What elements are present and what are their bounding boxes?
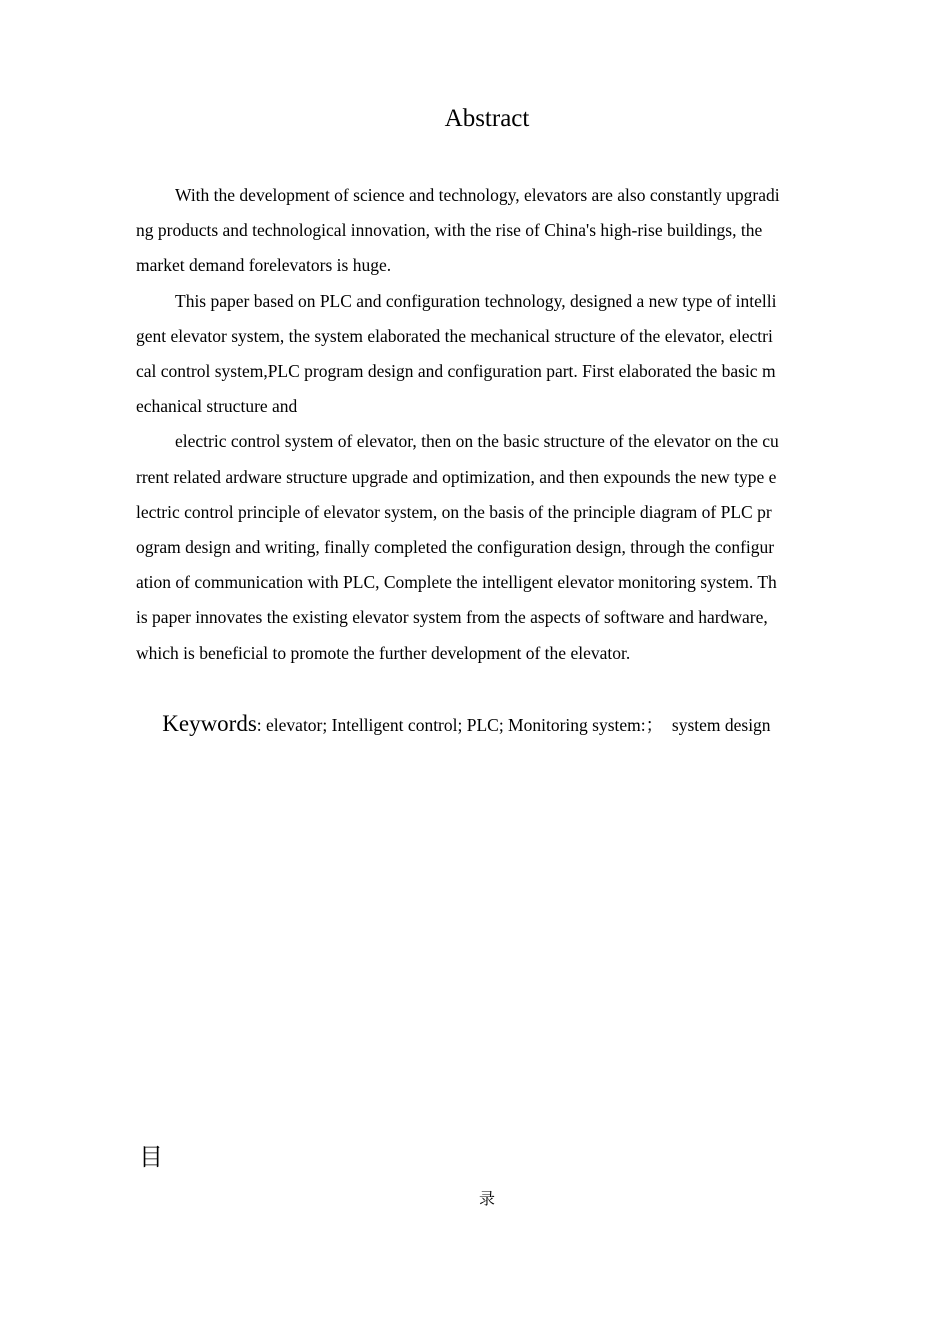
paragraph-line: cal control system,PLC program design and configuration part. First elaborated the basic m bbox=[136, 361, 776, 382]
keywords-line bbox=[136, 671, 841, 779]
paragraph-line: is paper innovates the existing elevator system from the aspects of software and hardware, bbox=[136, 607, 768, 628]
paragraph-line: electric control system of elevator, then on the basic structure of the elevator on the cu bbox=[175, 431, 779, 452]
keywords-text: : elevator; Intelligent control; PLC; Monitoring system:； system design bbox=[256, 715, 771, 736]
abstract-body bbox=[136, 178, 841, 778]
paragraph-line: With the development of science and technology, elevators are also constantly upgradi bbox=[175, 185, 780, 205]
keywords-label: Keywords bbox=[162, 711, 257, 737]
paragraph-line: ng products and technological innovation, with the rise of China's high-rise buildings, the bbox=[136, 220, 763, 241]
paragraph-line: rrent related ardware structure upgrade and optimization, and then expounds the new type e bbox=[136, 466, 777, 487]
paragraph-line: This paper based on PLC and configuration technology, designed a new type of intelli bbox=[175, 290, 777, 311]
toc-heading-second-char: 录 bbox=[478, 1191, 495, 1208]
paragraph-line: gent elevator system, the system elaborated the mechanical structure of the elevator, electri bbox=[136, 325, 773, 346]
paragraph-line: market demand forelevators is huge. bbox=[136, 255, 392, 276]
paragraph-line: echanical structure and bbox=[136, 396, 298, 417]
paragraph-line: which is beneficial to promote the further development of the elevator. bbox=[136, 642, 631, 663]
toc-heading-first-char: 目 bbox=[139, 1145, 163, 1171]
paragraph-line: lectric control principle of elevator system, on the basis of the principle diagram of PLC pr bbox=[136, 501, 772, 522]
abstract-title: Abstract bbox=[444, 105, 530, 132]
paragraph-line: ation of communication with PLC, Complete the intelligent elevator monitoring system. Th bbox=[136, 572, 777, 593]
paragraph-line: ogram design and writing, finally completed the configuration design, through the configur bbox=[136, 537, 775, 558]
